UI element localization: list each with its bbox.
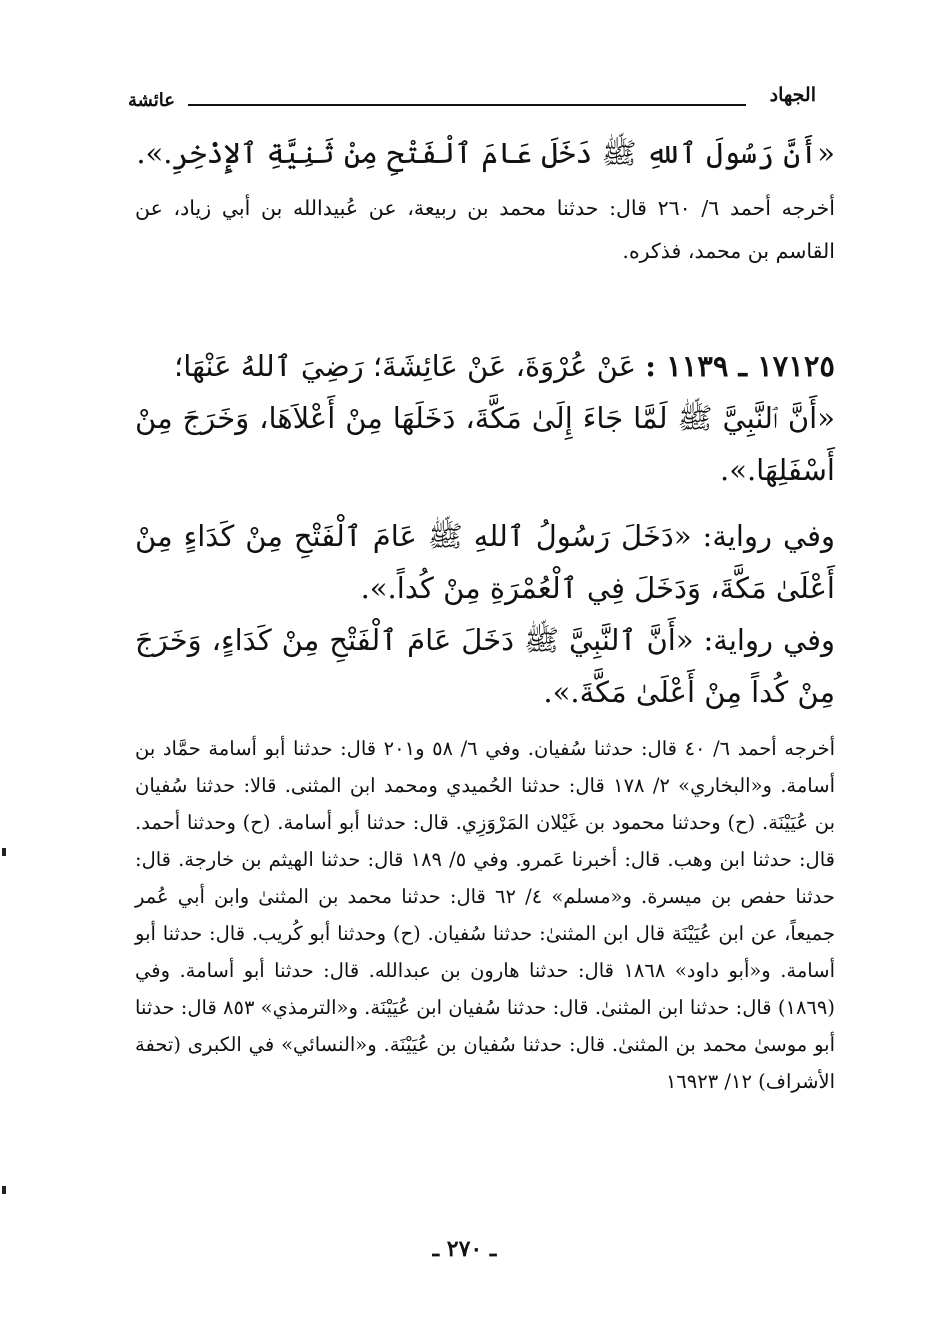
previous-hadith-matn: «أَنَّ رَسُولَ ٱللهِ ﷺ دَخَلَ عَامَ ٱلْفَتْحِ مِنْ ثَنِيَّةِ ٱلإِذْخِرِ.». — [136, 136, 835, 170]
hadith-matn: «أَنَّ ٱلنَّبِيَّ ﷺ لَمَّا جَاءَ إِلَىٰ مَكَّةَ، دَخَلَهَا مِنْ أَعْلاَهَا، وَخَرَجَ مِنْ أَسْفَلِهَا.». — [135, 401, 835, 487]
scan-margin-mark — [2, 848, 6, 856]
hadith-isnad: عَنْ عُرْوَةَ، عَنْ عَائِشَةَ؛ رَضِيَ ٱللهُ عَنْهَا؛ — [174, 349, 637, 383]
hadith-takhrij: أخرجه أحمد ٦/ ٤٠ قال: حدثنا سُفيان. وفي ٦/ ٥٨ و٢٠١ قال: حدثنا أبو أسامة حمَّاد بن أسامة. و«البخاري» ٢/ ١٧٨ قال: حدثنا الحُميدي ومحمد ابن المثنى. قالا: حدثنا سُفيان بن عُيَيْنَة. (ح) وحدثنا محمود بن غَيْلان المَرْوَزِي. قال: حدثنا أبو أسامة. (ح) وحدثنا أحمد. قال: حدثنا ابن وهب. قال: أخبرنا عَمرو. وفي ٥/ ١٨٩ قال: حدثنا الهيثم بن خارجة. قال: حدثنا حفص بن ميسرة. و«مسلم» ٤/ ٦٢ قال: حدثنا محمد بن المثنىٰ وابن أبي عُمر جميعاً، عن ابن عُيَيْنَة قال ابن المثنىٰ: حدثنا سُفيان. (ح) وحدثنا أبو كُريب. قال: حدثنا أبو أسامة. و«أبو داود» ١٨٦٨ قال: حدثنا هارون بن عبدالله. قال: حدثنا أبو أسامة. وفي (١٨٦٩) قال: حدثنا ابن المثنىٰ. قال: حدثنا سُفيان ابن عُيَيْنَة. و«الترمذي» ٨٥٣ قال: حدثنا أبو موسىٰ محمد بن المثنىٰ. قال: حدثنا سُفيان بن عُيَيْنَة. و«النسائي» في الكبرى (تحفة الأشراف) ١٢/ ١٦٩٢٣ — [135, 737, 835, 1093]
header-rule — [188, 104, 746, 106]
running-header — [128, 84, 816, 114]
musnad-name: عائشة — [128, 90, 175, 111]
hadith-isnad-line — [135, 340, 835, 392]
chapter-title: الجهاد — [769, 84, 816, 106]
riwaya-1: وفي رواية: «دَخَلَ رَسُولُ ٱللهِ ﷺ عَامَ ٱلْفَتْحِ مِنْ كَدَاءٍ مِنْ أَعْلَىٰ مَكَّةَ، وَدَخَلَ فِي ٱلْعُمْرَةِ مِنْ كُداً.». — [135, 519, 835, 605]
previous-hadith-takhrij: أخرجه أحمد ٦/ ٢٦٠ قال: حدثنا محمد بن ربيعة، عن عُبيدالله بن أبي زياد، عن القاسم بن محمد، فذكره. — [135, 196, 835, 263]
hadith-number: ١٧١٢٥ ـ ١١٣٩ : — [645, 349, 835, 383]
scan-margin-mark — [2, 1186, 6, 1194]
page-number: ـ ٢٧٠ ـ — [432, 1236, 497, 1262]
riwaya-2: وفي رواية: «أَنَّ ٱلنَّبِيَّ ﷺ دَخَلَ عَامَ ٱلْفَتْحِ مِنْ كَدَاءٍ، وَخَرَجَ مِنْ كُداً مِنْ أَعْلَىٰ مَكَّةَ.». — [135, 623, 835, 709]
